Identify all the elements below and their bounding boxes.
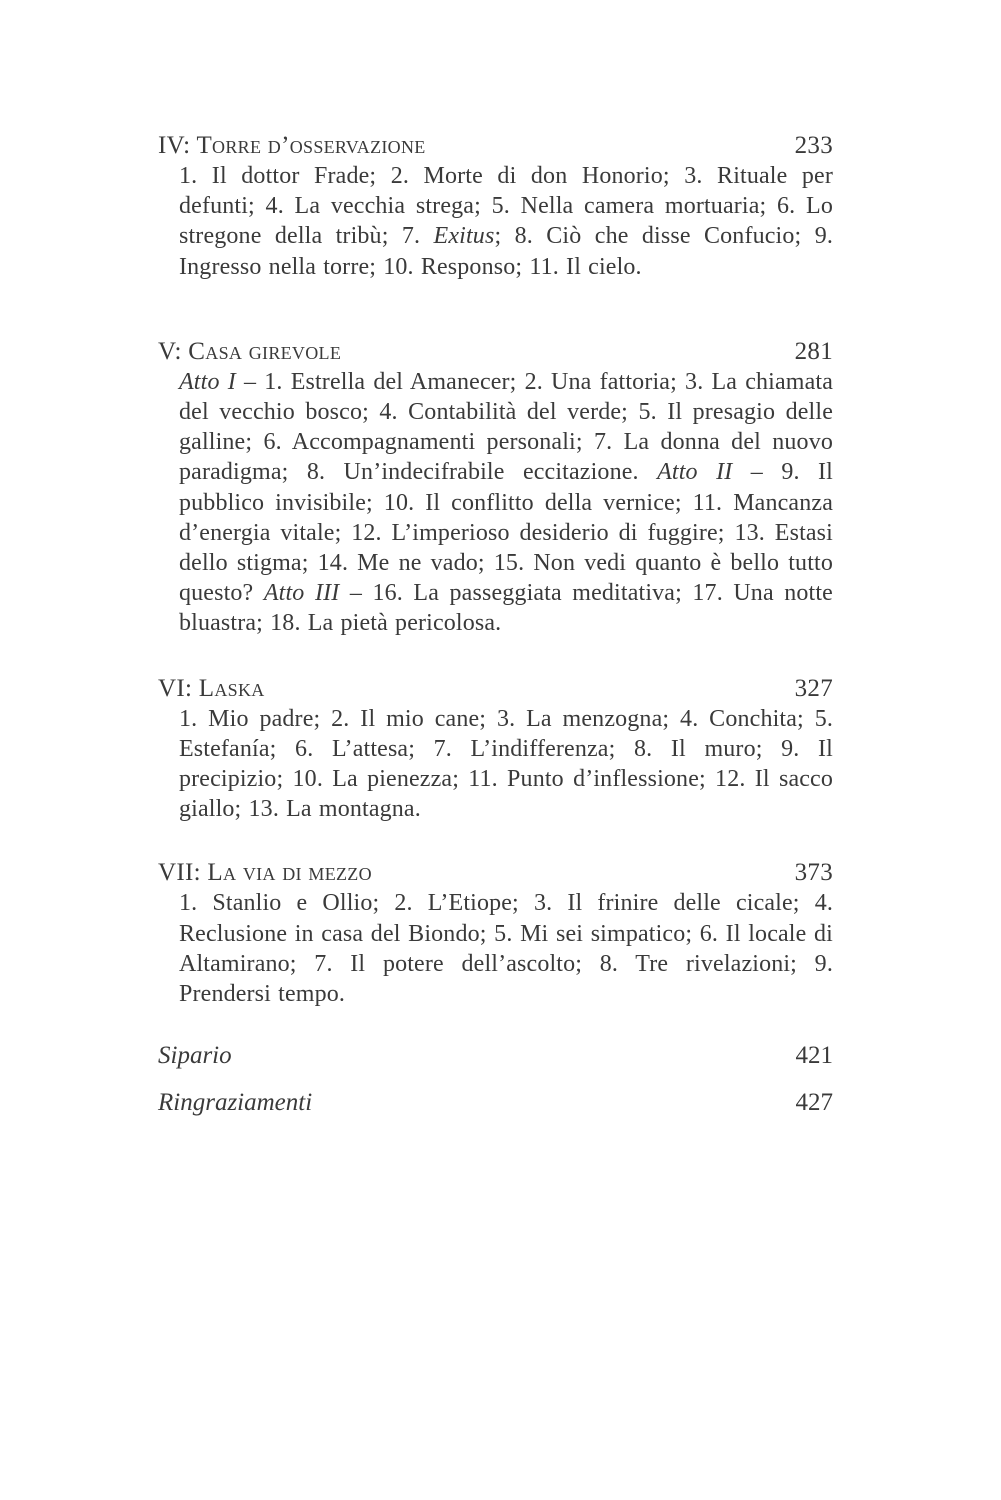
contents-italic: Atto III: [263, 580, 340, 607]
end-item-ringraziamenti: [158, 1087, 833, 1118]
chapter-page-number: 233: [794, 132, 833, 159]
contents-italic: Atto I: [179, 368, 236, 395]
contents-text: 1. Mio padre; 2. Il mio cane; 3. La menzogna; 4. Conchita; 5. Estefanía; 6. L’attesa; 7. L’indifferenza; 8. Il muro; 9. Il precipizio; 10. La pienezza; 11. Punto d’inflessione; 12. Il sacco giallo; 13. La montagna.: [179, 705, 833, 823]
chapter-title: IV: Torre d’osservazione: [158, 132, 426, 159]
contents-italic: Exitus: [433, 223, 495, 250]
end-item-title: Ringraziamenti: [158, 1089, 313, 1117]
chapter-iv: [158, 130, 833, 282]
chapter-heading: [158, 130, 833, 161]
chapter-title: VI: Laska: [158, 674, 265, 702]
chapter-contents: [179, 161, 833, 282]
chapter-vii: [158, 857, 833, 1009]
chapter-page-number: 327: [794, 674, 833, 702]
contents-text: – 16. La passeggiata meditativa; 17. Una notte bluastra; 18. La pietà pericolosa.: [179, 580, 833, 637]
chapter-heading: [158, 336, 833, 367]
chapter-heading: [158, 857, 833, 888]
end-item-sipario: [158, 1040, 833, 1071]
contents-text: 1. Il dottor Frade; 2. Morte di don Honorio; 3. Rituale per defunti; 4. La vecchia strega; 5. Nella camera mortuaria; 6. Lo stregone della tribù; 7.: [179, 163, 833, 250]
contents-text: ; 8. Ciò che disse Confucio; 9. Ingresso nella torre; 10. Responso; 11. Il cielo.: [179, 223, 833, 280]
chapter-vi: [158, 673, 833, 825]
end-item-page-number: 427: [795, 1089, 833, 1117]
chapter-heading: [158, 673, 833, 704]
contents-italic: Atto II: [657, 459, 733, 486]
chapter-page-number: 373: [794, 859, 833, 887]
chapter-contents: [179, 704, 833, 825]
end-item-title: Sipario: [158, 1042, 232, 1070]
contents-text: 1. Stanlio e Ollio; 2. L’Etiope; 3. Il frinire delle cicale; 4. Reclusione in casa del Biondo; 5. Mi sei simpatico; 6. Il locale di Altamirano; 7. Il potere dell’ascolto; 8. Tre rivelazioni; 9. Prendersi tempo.: [179, 890, 833, 1008]
chapter-page-number: 281: [794, 337, 833, 365]
chapter-v: [158, 336, 833, 639]
table-of-contents: [158, 130, 833, 1118]
chapter-title: VII: La via di mezzo: [158, 859, 372, 887]
contents-text: – 9. Il pubblico invisibile; 10. Il conflitto della vernice; 11. Mancanza d’energia vitale; 12. L’imperioso desiderio di fuggire; 13. Estasi dello stigma; 14. Me ne vado; 15. Non vedi quanto è bello tutto questo?: [179, 459, 833, 607]
chapter-contents: [179, 367, 833, 639]
end-item-page-number: 421: [795, 1042, 833, 1070]
contents-text: – 1. Estrella del Amanecer; 2. Una fattoria; 3. La chiamata del vecchio bosco; 4. Contabilità del verde; 5. Il presagio delle galline; 6. Accompagnamenti personali; 7. La donna del nuovo paradigma; 8. Un’indecifrabile eccitazione.: [179, 368, 834, 486]
chapter-title: V: Casa girevole: [158, 337, 342, 365]
chapter-contents: [179, 888, 833, 1009]
